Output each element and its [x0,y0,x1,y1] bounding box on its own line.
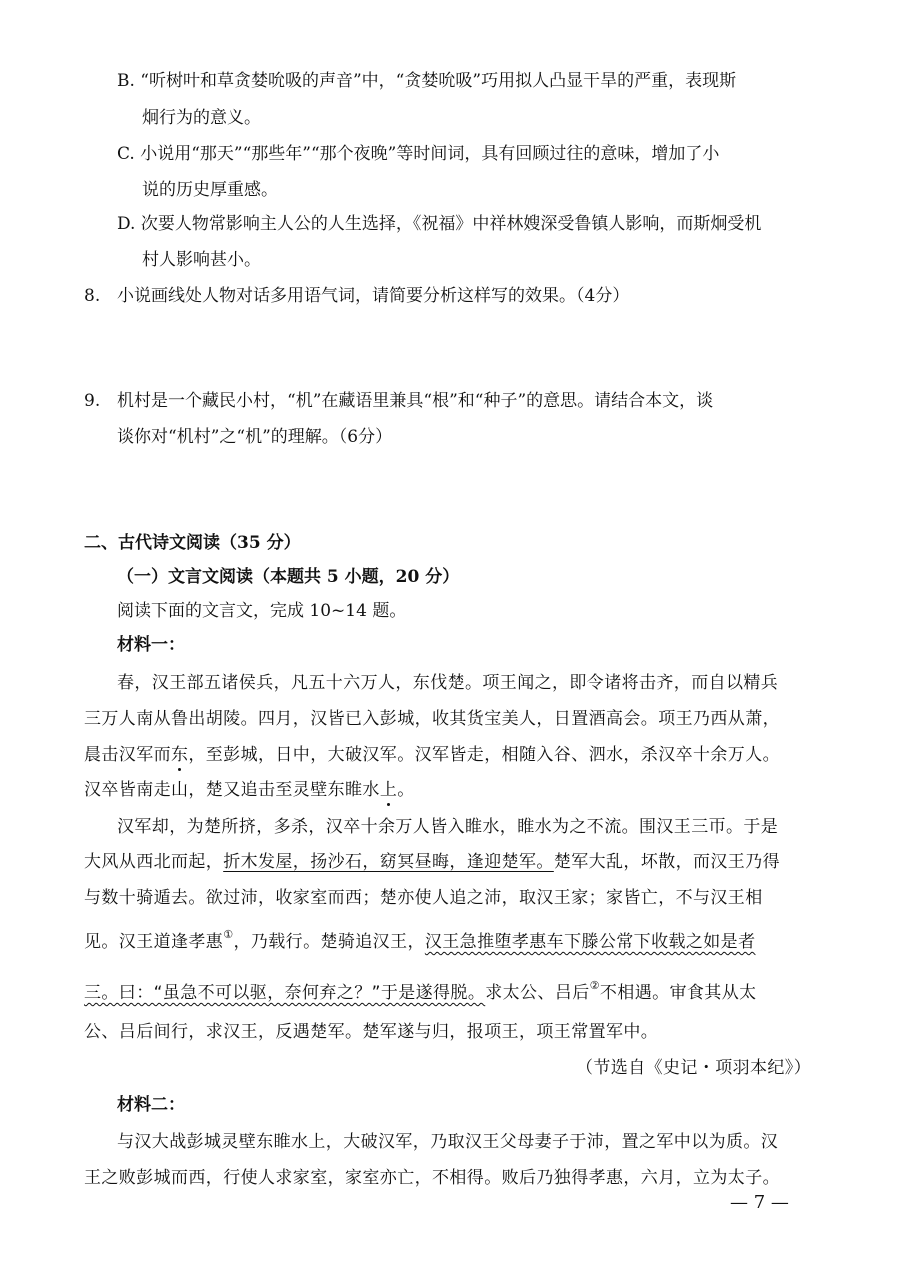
question-8-text: 小说画线处人物对话多用语气词，请简要分析这样写的效果。（4分） [117,286,630,306]
text-run: 楚军大乱，坏散，而汉王乃得 [553,852,781,872]
text-run: ，乃载行。楚骑追汉王， [233,932,425,952]
text-run: 大风从西北而起， [84,852,224,872]
wavy-underlined-passage: 三。曰：“虽急不可以驱，奈何弃之？”于是遂得脱。 [84,983,486,1003]
footnote-marker-2: ② [589,979,600,992]
m2-line1: 与汉大战彭城灵壁东睢水上，大破汉军，乃取汉王父母妻子于沛，置之军中以为质。汉 [117,1132,779,1152]
text-run: 见。汉王道逢孝惠 [84,932,224,952]
question-9-number: 9. [84,391,101,411]
m1-p2-line6: 公、吕后间行，求汉王，反遇楚军。楚军遂与归，报项王，项王常置军中。 [84,1022,659,1042]
text-run: 晨击汉军而 [84,745,171,765]
page-number: — 7 — [730,1192,789,1213]
m1-p1-line4 [84,782,415,799]
material-one-source: （节选自《史记・项羽本纪》） [576,1058,812,1078]
option-d-line2: 村人影响甚小。 [142,250,261,270]
material-two-title: 材料二： [117,1095,185,1115]
wavy-underlined-passage: 汉王急推堕孝惠车下滕公常下收载之如是者 [424,932,756,952]
underlined-sentence: 折木发屋，扬沙石，窈冥昼晦，逢迎楚军。 [223,852,554,872]
question-9-line2: 谈你对“机村”之“机”的理解。（6分） [117,427,393,447]
question-9-line1: 机村是一个藏民小村，“机”在藏语里兼具“根”和“种子”的意思。请结合本文，谈 [117,391,714,411]
m1-p1-line2: 三万人南从鲁出胡陵。四月，汉皆已入彭城，收其货宝美人，日置酒高会。项王乃西从萧， [84,709,780,729]
text-run: ，至彭城，日中，大破汉军。汉军皆走，相随入谷、泗水，杀汉卒十余万人。 [188,745,781,765]
m2-line2: 王之败彭城而西，行使人求家室，家室亦亡，不相得。败后乃独得孝惠，六月，立为太子。 [84,1168,780,1188]
m1-p2-line2 [84,854,780,871]
option-c-line2: 说的历史厚重感。 [142,180,278,200]
m1-p1-line3 [84,747,780,764]
text-run: 汉卒皆南走山，楚又追击至灵壁东睢水 [84,780,380,800]
m1-p2-line4 [84,928,756,952]
m1-p2-line3: 与数十骑遁去。欲过沛，收家室而西；楚亦使人追之沛，取汉王家；家皆亡，不与汉王相 [84,888,763,908]
option-c-line1: C. 小说用“那天”“那些年”“那个夜晚”等时间词，具有回顾过往的意味，增加了小 [117,144,720,164]
text-run: 不相遇。审食其从太 [599,983,757,1003]
section-heading: 二、古代诗文阅读（35 分） [84,533,301,553]
material-one-title: 材料一： [117,635,185,655]
subsection-heading: （一）文言文阅读（本题共 5 小题，20 分） [117,567,460,587]
option-b-line1: B. “听树叶和草贪婪吮吸的声音”中，“贪婪吮吸”巧用拟人凸显干旱的严重，表现斯 [117,71,737,91]
text-run: 求太公、吕后 [485,983,590,1003]
footnote-marker-1: ① [223,928,234,941]
option-d-line1: D. 次要人物常影响主人公的人生选择，《祝福》中祥林嫂深受鲁镇人影响，而斯炯受机 [117,214,762,234]
m1-p2-line5 [84,979,757,1003]
m1-p1-line1: 春，汉王部五诸侯兵，凡五十六万人，东伐楚。项王闻之，即令诸将击齐，而自以精兵 [117,673,779,693]
reading-instruction: 阅读下面的文言文，完成 10~14 题。 [117,601,407,621]
emphasis-dot-char: 上 [379,780,398,800]
m1-p2-line1: 汉军却，为楚所挤，多杀，汉卒十余万人皆入睢水，睢水为之不流。围汉王三帀。于是 [117,817,779,837]
option-b-line2: 炯行为的意义。 [142,108,261,128]
text-run: 。 [397,780,415,800]
emphasis-dot-char: 东 [171,745,189,765]
question-8-number: 8. [84,286,101,306]
